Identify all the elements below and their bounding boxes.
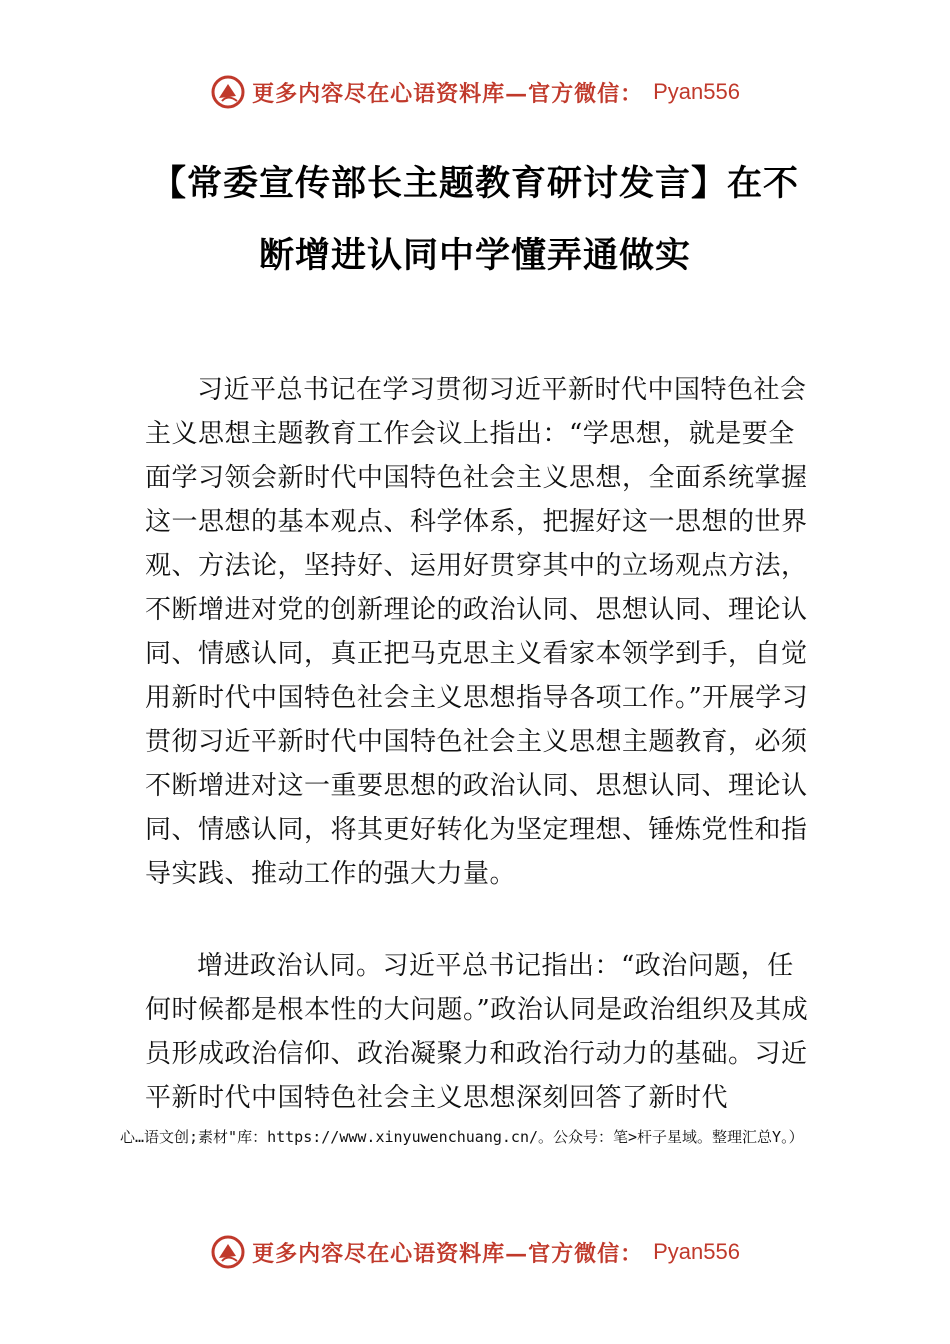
banner-text: 更多内容尽在心语资料库—官方微信： [252,1240,644,1267]
paragraph-1: 习近平总书记在学习贯彻习近平新时代中国特色社会主义思想主题教育工作会议上指出：“学思想，就是要全面学习领会新时代中国特色社会主义思想，全面系统掌握这一思想的基本观点、科学体系，把握好这一思想的世界观、方法论，坚持好、运用好贯穿其中的立场观点方法，不断增进对党的创新理论的政治认同、思想认同、理论认同、情感认同，真正把马克思主义看家本领学到手，自觉用新时代中国特色社会主义思想指导各项工作。”开展学习贯彻习近平新时代中国特色社会主义思想主题教育，必须不断增进对这一重要思想的政治认同、思想认同、理论认同、情感认同，将其更好转化为坚定理想、锤炼党性和指导实践、推动工作的强大力量。 [145,375,809,889]
banner-wechat-id: Pyan556 [653,79,740,104]
document-title: 【常委宣传部长主题教育研讨发言】在不断增进认同中学懂弄通做实 [150,163,799,276]
brand-logo-icon [210,1234,246,1270]
banner-wechat-id: Pyan556 [653,1239,740,1264]
footnote: 心…语文创;素材"库：https://www.xinyuwenchuang.cn/。公众号：笔>杆子星域。整理汇总Y。） [120,1128,804,1146]
brand-logo-icon [210,74,246,110]
paragraph-2: 增进政治认同。习近平总书记指出：“政治问题，任何时候都是根本性的大问题。”政治认同是政治组织及其成员形成政治信仰、政治凝聚力和政治行动力的基础。习近平新时代中国特色社会主义思想深刻回答了新时代 [145,951,809,1113]
banner-text: 更多内容尽在心语资料库—官方微信： [252,80,644,107]
header-banner [0,72,950,112]
footer-banner [0,1232,950,1272]
